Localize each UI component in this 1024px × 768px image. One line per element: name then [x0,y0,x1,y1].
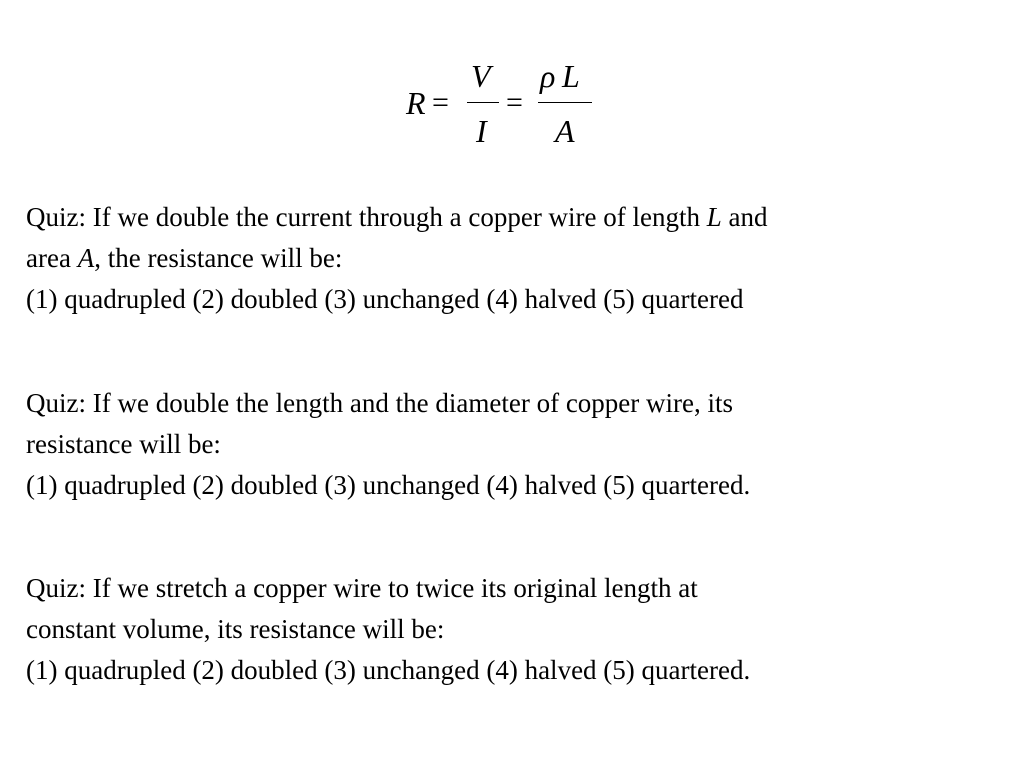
formula-r: R [406,85,426,121]
formula-rho: ρ [540,58,556,94]
formula-a: A [555,113,575,149]
quiz-3-question-line-1: Quiz: If we stretch a copper wire to twice its original length at [26,573,698,603]
quiz-3 [26,568,1006,691]
quiz-1-question-line-2: area A, the resistance will be: [26,243,343,273]
quiz-2 [26,383,1006,506]
formula-equals-2: = [506,86,523,119]
quiz-1-options: (1) quadrupled (2) doubled (3) unchanged (4) halved (5) quartered [26,284,744,314]
quiz-3-options: (1) quadrupled (2) doubled (3) unchanged (4) halved (5) quartered. [26,655,751,685]
fraction-bar-2 [538,102,592,103]
quiz-3-question-line-2: constant volume, its resistance will be: [26,614,445,644]
quiz-2-question-line-1: Quiz: If we double the length and the diameter of copper wire, its [26,388,734,418]
fraction-bar-1 [467,102,499,103]
formula-v: V [471,58,491,94]
quiz-1 [26,197,1006,320]
quiz-1-question-line-1: Quiz: If we double the current through a copper wire of length L and [26,202,768,232]
variable-l: L [706,202,722,232]
formula-i: I [476,113,487,149]
formula-l: L [562,58,580,94]
resistance-formula [400,56,600,156]
quiz-2-options: (1) quadrupled (2) doubled (3) unchanged (4) halved (5) quartered. [26,470,751,500]
formula-equals-1: = [432,86,449,119]
quiz-2-question-line-2: resistance will be: [26,429,221,459]
variable-a: A [77,243,95,273]
